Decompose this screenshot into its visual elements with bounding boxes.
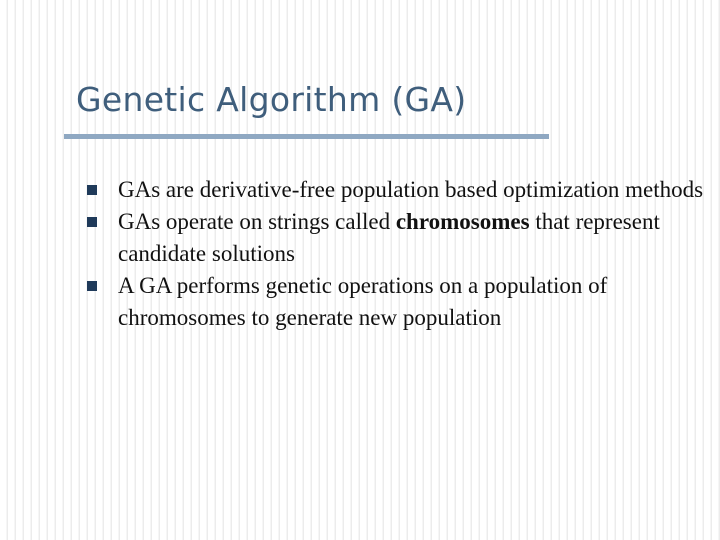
square-bullet-icon: [87, 185, 97, 195]
bullet-text-3: A GA performs genetic operations on a population of chromosomes to generate new population: [118, 273, 608, 330]
square-bullet-icon: [87, 281, 97, 291]
bullet-emphasis-chromosomes: chromosomes: [395, 209, 530, 234]
bullet-item-2: [86, 206, 706, 270]
slide-title: Genetic Algorithm (GA): [76, 80, 467, 119]
bullet-text-2-after: that represent candidate solutions: [118, 209, 660, 266]
bullet-text-2-before: GAs operate on strings called: [118, 209, 396, 234]
title-underline: [64, 134, 549, 139]
bullet-text-2: [118, 209, 660, 266]
bullet-list: [86, 174, 706, 334]
bullet-text-1: GAs are derivative-free population based optimization methods: [118, 177, 704, 202]
square-bullet-icon: [87, 217, 97, 227]
bullet-item-1: [86, 174, 706, 206]
bullet-item-3: [86, 270, 706, 334]
